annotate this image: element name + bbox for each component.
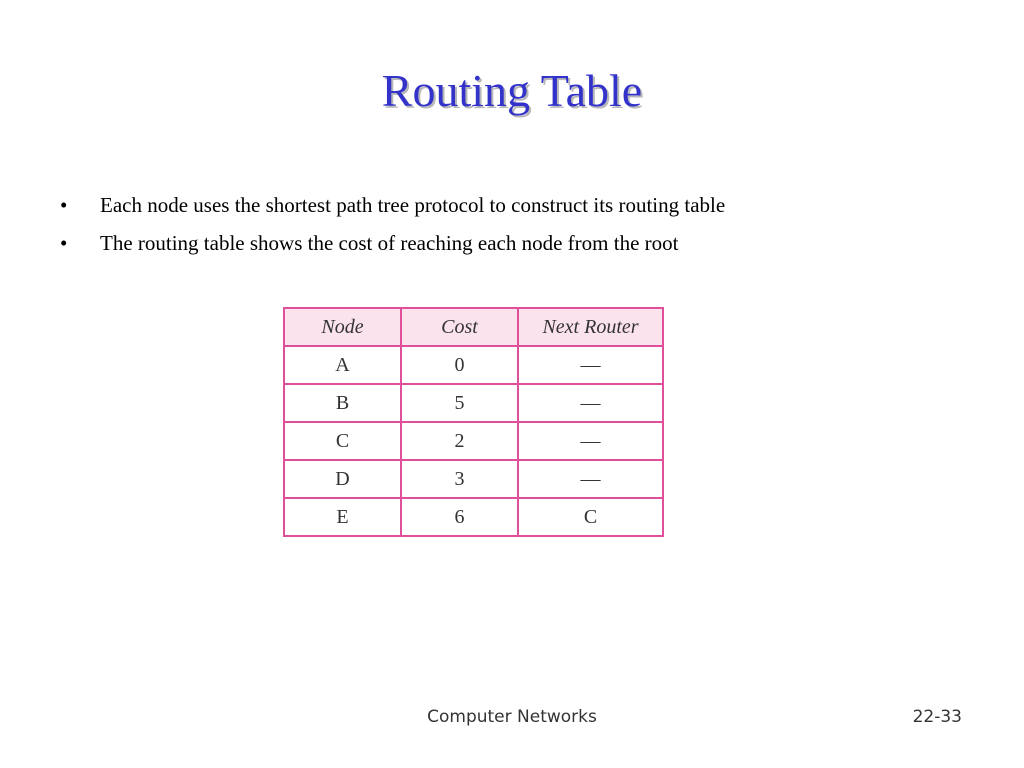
- cell-next-router: —: [518, 384, 663, 422]
- routing-table: [283, 307, 664, 537]
- cell-node: B: [284, 384, 401, 422]
- bullet-item: [60, 186, 1000, 224]
- table-row: [284, 498, 663, 536]
- bullet-text: The routing table shows the cost of reaching each node from the root: [100, 231, 679, 255]
- cell-next-router: C: [518, 498, 663, 536]
- cell-next-router: —: [518, 460, 663, 498]
- cell-next-router: —: [518, 422, 663, 460]
- cell-node: C: [284, 422, 401, 460]
- cell-cost: 3: [401, 460, 518, 498]
- table-header-row: [284, 308, 663, 346]
- cell-node: A: [284, 346, 401, 384]
- cell-node: E: [284, 498, 401, 536]
- table-row: [284, 384, 663, 422]
- bullet-list: [60, 186, 1000, 262]
- footer-page-number: 22-33: [912, 707, 962, 727]
- header-next-router: Next Router: [518, 308, 663, 346]
- table-row: [284, 346, 663, 384]
- header-node: Node: [284, 308, 401, 346]
- bullet-marker: •: [60, 193, 68, 217]
- bullet-marker: •: [60, 231, 68, 255]
- bullet-text: Each node uses the shortest path tree protocol to construct its routing table: [100, 193, 726, 217]
- slide-title: Routing Table: [381, 65, 643, 116]
- footer-course: Computer Networks: [427, 707, 597, 727]
- cell-cost: 0: [401, 346, 518, 384]
- table-row: [284, 460, 663, 498]
- cell-cost: 5: [401, 384, 518, 422]
- table-row: [284, 422, 663, 460]
- cell-node: D: [284, 460, 401, 498]
- cell-cost: 6: [401, 498, 518, 536]
- bullet-item: [60, 224, 1000, 262]
- cell-next-router: —: [518, 346, 663, 384]
- header-cost: Cost: [401, 308, 518, 346]
- cell-cost: 2: [401, 422, 518, 460]
